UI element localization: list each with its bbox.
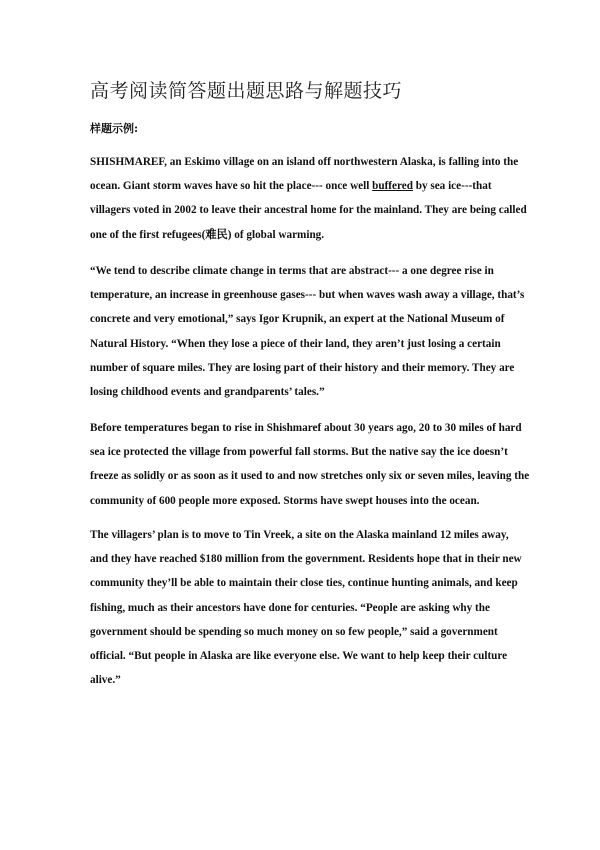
paragraph-1 <box>90 150 527 247</box>
paragraph-4 <box>90 523 522 692</box>
paragraph-line: government should be spending so much money on so few people,” said a government <box>90 625 498 638</box>
paragraph-line: and they have reached $180 million from the government. Residents hope that in their new <box>90 553 522 566</box>
paragraph-line-text: ocean. Giant storm waves have so hit the place--- once well <box>90 180 373 193</box>
paragraph-line: concrete and very emotional,” says Igor Krupnik, an expert at the National Museum of <box>90 313 505 326</box>
paragraph-line: villagers voted in 2002 to leave their ancestral home for the mainland. They are being called <box>90 204 527 217</box>
page-title: 高考阅读简答题出题思路与解题技巧 <box>90 80 403 102</box>
paragraph-line: alive.” <box>90 674 121 687</box>
paragraph-line: official. “But people in Alaska are like everyone else. We want to help keep their culture <box>90 650 508 663</box>
paragraph-line: “We tend to describe climate change in terms that are abstract--- a one degree rise in <box>90 265 494 277</box>
paragraph-line: Natural History. “When they lose a piece of their land, they aren’t just losing a certain <box>90 337 501 350</box>
paragraph-line: community they’ll be able to maintain their close ties, continue hunting animals, and keep <box>90 577 518 590</box>
paragraph-line: temperature, an increase in greenhouse gases--- but when waves wash away a village, that’s <box>90 289 525 302</box>
paragraph-line-text: by sea ice---that <box>412 180 492 193</box>
paragraph-2 <box>90 259 525 404</box>
paragraph-line: The villagers’ plan is to move to Tin Vreek, a site on the Alaska mainland 12 miles away, <box>90 529 509 541</box>
paragraph-line: fishing, much as their ancestors have done for centuries. “People are asking why the <box>90 601 490 614</box>
paragraph-line: losing childhood events and grandparents’ tales.” <box>90 386 325 399</box>
paragraph-line: one of the first refugees(难民) of global warming. <box>90 228 325 241</box>
paragraph-line <box>90 174 510 198</box>
paragraph-line: sea ice protected the village from powerful fall storms. But the native say the ice doesn’t <box>90 446 508 459</box>
paragraph-3 <box>90 416 530 513</box>
paragraph-line: SHISHMAREF, an Eskimo village on an island off northwestern Alaska, is falling into the <box>90 156 519 168</box>
paragraph-line: freeze as solidly or as soon as it used to and now stretches only six or seven miles, leaving the <box>90 470 530 483</box>
paragraph-line: community of 600 people more exposed. Storms have swept houses into the ocean. <box>90 494 480 507</box>
paragraph-line: number of square miles. They are losing part of their history and their memory. They are <box>90 361 515 374</box>
paragraph-line: Before temperatures began to rise in Shishmaref about 30 years ago, 20 to 30 miles of hard <box>90 422 522 434</box>
example-label: 样题示例: <box>90 122 139 135</box>
underlined-word-buffered: buffered <box>372 180 413 193</box>
